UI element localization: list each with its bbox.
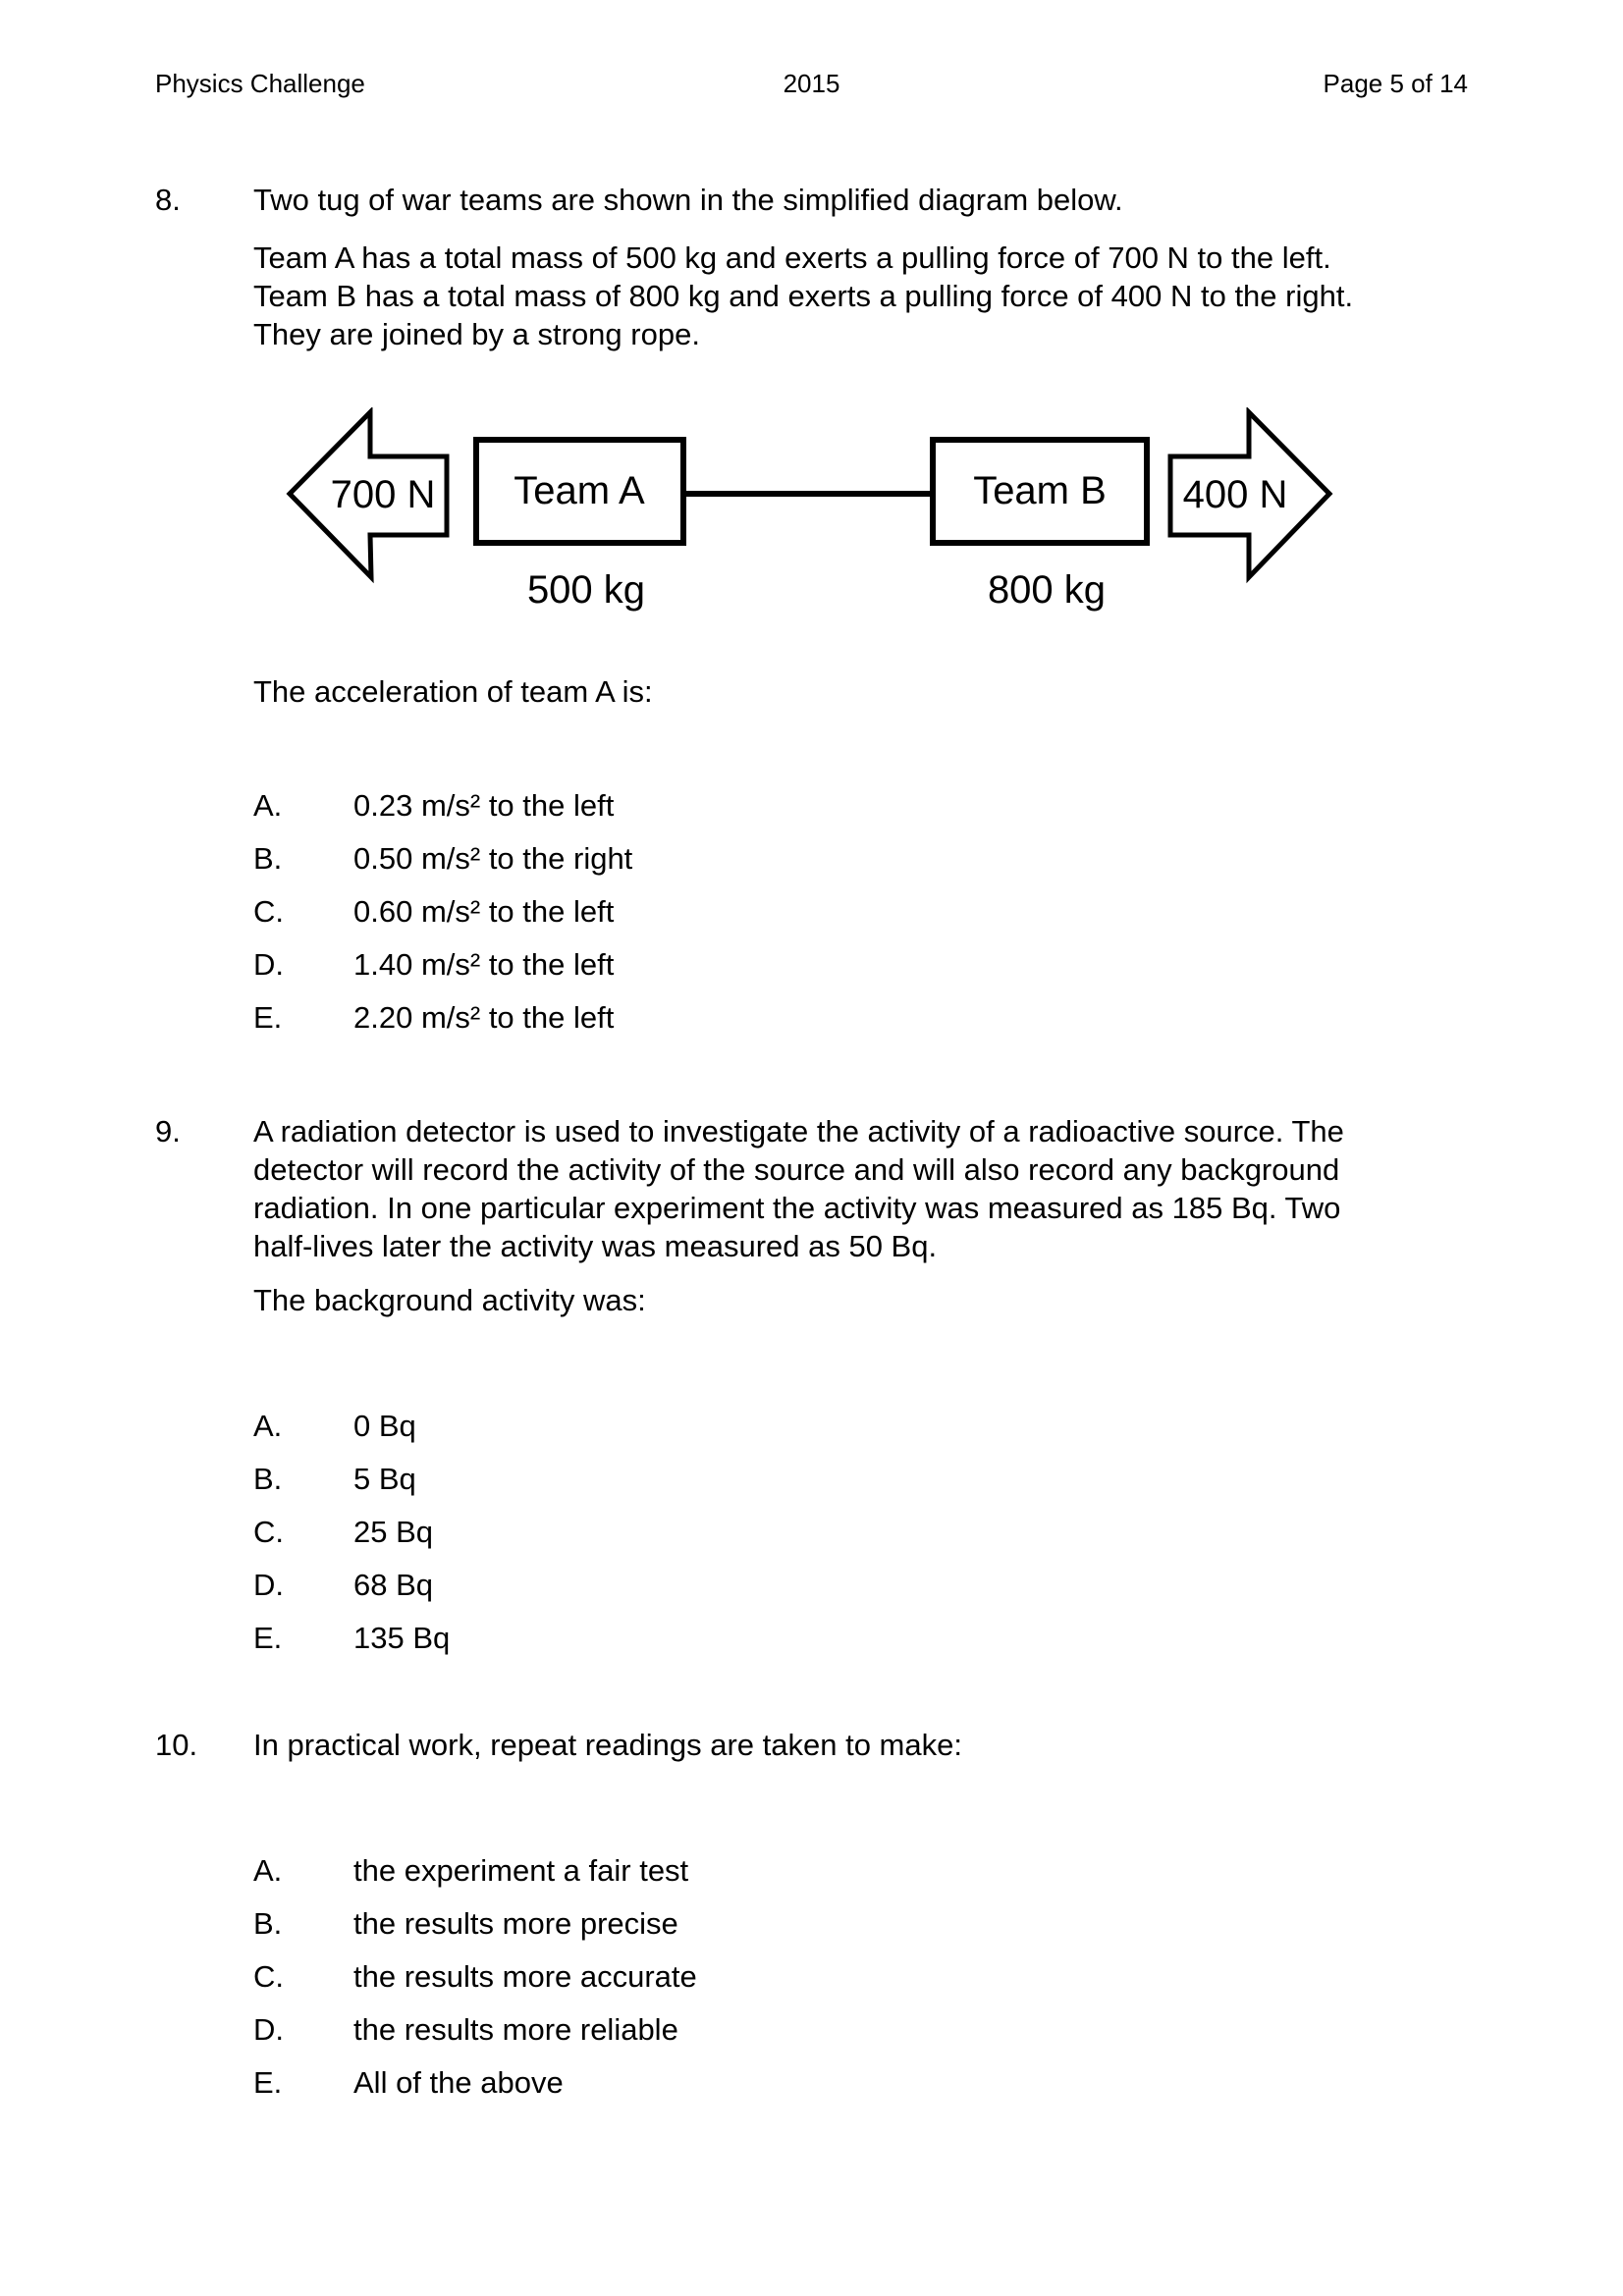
header-doc-title: Physics Challenge — [155, 69, 365, 98]
option-text: 25 Bq — [353, 1515, 434, 1549]
option-row — [253, 1619, 450, 1657]
option-row — [253, 2010, 697, 2049]
option-text: 0.60 m/s² to the left — [353, 894, 615, 929]
option-letter: E. — [253, 2065, 283, 2100]
question-9 — [155, 1112, 1505, 1265]
option-text: All of the above — [353, 2065, 564, 2100]
question-8-options — [253, 786, 632, 1051]
option-letter: E. — [253, 1000, 283, 1035]
question-8-title: Two tug of war teams are shown in the simplified diagram below. — [253, 183, 1123, 217]
option-text: 1.40 m/s² to the left — [353, 947, 615, 982]
team-a-label: Team A — [514, 469, 645, 512]
option-text: the results more accurate — [353, 1959, 697, 1994]
right-force-label: 400 N — [1182, 473, 1288, 516]
option-row — [253, 1513, 450, 1551]
left-force-label: 700 N — [330, 473, 436, 516]
option-text: 0.50 m/s² to the right — [353, 841, 633, 876]
question-10 — [155, 1726, 1505, 1764]
option-letter: B. — [253, 1462, 283, 1496]
option-row — [253, 1566, 450, 1604]
option-text: the experiment a fair test — [353, 1853, 689, 1888]
header-year: 2015 — [783, 69, 840, 98]
option-row — [253, 2063, 697, 2102]
page-header — [155, 71, 1468, 100]
team-b-mass-label: 800 kg — [987, 568, 1107, 612]
option-row — [253, 892, 632, 931]
paragraph-line: half-lives later the activity was measured as 50 Bq. — [253, 1229, 938, 1263]
option-row — [253, 1957, 697, 1996]
option-text: the results more precise — [353, 1906, 678, 1941]
option-row — [253, 1407, 450, 1445]
option-text: 68 Bq — [353, 1568, 434, 1602]
team-b-label: Team B — [973, 469, 1107, 512]
paragraph-line: detector will record the activity of the source and will also record any background — [253, 1152, 1340, 1187]
paragraph-line: They are joined by a strong rope. — [253, 317, 700, 351]
option-text: 0 Bq — [353, 1409, 416, 1443]
option-letter: A. — [253, 1853, 283, 1888]
option-row — [253, 1851, 697, 1890]
option-row — [253, 839, 632, 878]
question-9-options — [253, 1407, 450, 1672]
option-text: the results more reliable — [353, 2012, 678, 2047]
option-text: 2.20 m/s² to the left — [353, 1000, 615, 1035]
question-8-paragraph — [253, 239, 1353, 353]
option-row — [253, 998, 632, 1037]
question-10-options — [253, 1851, 697, 2116]
option-letter: A. — [253, 1409, 283, 1443]
question-8-number: 8. — [155, 183, 181, 217]
paragraph-line: Team B has a total mass of 800 kg and exerts a pulling force of 400 N to the right. — [253, 279, 1354, 313]
question-8-stem: The acceleration of team A is: — [253, 674, 653, 709]
question-8 — [155, 181, 1505, 219]
option-text: 0.23 m/s² to the left — [353, 788, 615, 823]
question-9-paragraph — [253, 1112, 1505, 1265]
option-row — [253, 1460, 450, 1498]
option-row — [253, 1904, 697, 1943]
option-row — [253, 945, 632, 984]
option-letter: B. — [253, 1906, 283, 1941]
option-row — [253, 786, 632, 825]
paragraph-line: radiation. In one particular experiment the activity was measured as 185 Bq. Two — [253, 1191, 1341, 1225]
option-letter: C. — [253, 894, 284, 929]
option-letter: C. — [253, 1959, 284, 1994]
option-letter: D. — [253, 2012, 284, 2047]
question-9-stem: The background activity was: — [253, 1283, 646, 1317]
question-10-number: 10. — [155, 1728, 198, 1762]
tug-of-war-diagram — [285, 407, 1335, 618]
option-letter: B. — [253, 841, 283, 876]
paragraph-line: Team A has a total mass of 500 kg and exerts a pulling force of 700 N to the left. — [253, 240, 1331, 275]
option-letter: C. — [253, 1515, 284, 1549]
option-letter: E. — [253, 1621, 283, 1655]
option-text: 5 Bq — [353, 1462, 416, 1496]
header-page-number: Page 5 of 14 — [1323, 69, 1468, 98]
option-letter: A. — [253, 788, 283, 823]
option-letter: D. — [253, 947, 284, 982]
question-9-number: 9. — [155, 1114, 181, 1148]
option-letter: D. — [253, 1568, 284, 1602]
question-10-title: In practical work, repeat readings are taken to make: — [253, 1728, 962, 1762]
paragraph-line: A radiation detector is used to investigate the activity of a radioactive source. The — [253, 1114, 1344, 1148]
option-text: 135 Bq — [353, 1621, 451, 1655]
team-a-mass-label: 500 kg — [526, 568, 646, 612]
